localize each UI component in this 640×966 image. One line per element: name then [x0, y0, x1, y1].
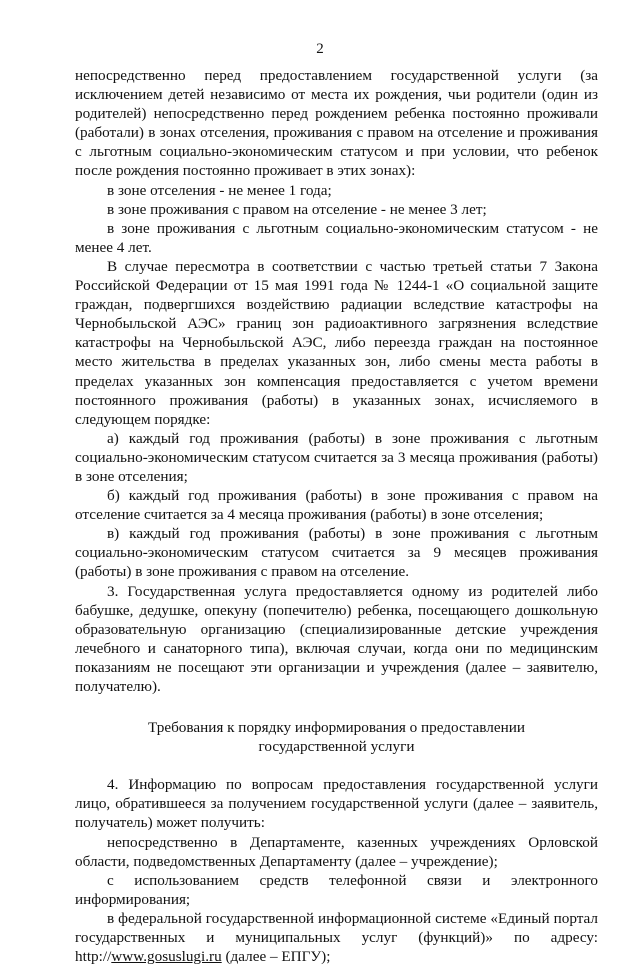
body-paragraph: непосредственно в Департаменте, казенных учреждениях Орловской области, подведомственных Департаменту (далее – учреждение); [75, 833, 598, 870]
body-paragraph: в зоне проживания с правом на отселение - не менее 3 лет; [107, 200, 487, 218]
gosuslugi-link[interactable]: www.gosuslugi.ru [111, 948, 222, 966]
body-paragraph: в зоне проживания с льготным социально-экономическим статусом - не менее 4 лет. [75, 219, 598, 256]
body-paragraph: 3. Государственная услуга предоставляется одному из родителей либо бабушке, дедушке, опекуну (попечителю) ребенка, посещающего дошкольную образовательную организацию (специализированные детские учреждения лечебного и санаторного типа), включая случаи, когда они по медицинским показаниям не посещают эти организации и учреждения (далее – заявителю, получателю). [75, 582, 598, 695]
body-paragraph: а) каждый год проживания (работы) в зоне проживания с льготным социально-экономическим статусом считается за 3 месяца проживания (работы) в зоне отселения; [75, 429, 598, 485]
page-number: 2 [316, 41, 324, 57]
last-paragraph-suffix: (далее – ЕПГУ); [221, 948, 331, 966]
last-paragraph-prefix: в федеральной государственной информационной системе «Единый портал государственных и муниципальных услуг (функций)» по адресу: http:// [75, 909, 598, 966]
body-paragraph: 4. Информацию по вопросам предоставления государственной услуги лицо, обратившееся за получением государственной услуги (далее – заявитель, получатель) может получить: [75, 776, 598, 832]
section-heading: Требования к порядку информирования о предоставлении государственной услуги [148, 719, 525, 756]
body-paragraph: б) каждый год проживания (работы) в зоне проживания с правом на отселение считается за 4 месяца проживания (работы) в зоне отселения; [75, 487, 598, 524]
body-paragraph: в) каждый год проживания (работы) в зоне проживания с льготным социально-экономическим статусом считается за 9 месяцев проживания (работы) в зоне проживания с правом на отселение. [75, 525, 598, 581]
body-paragraph: непосредственно перед предоставлением государственной услуги (за исключением детей независимо от места их рождения, чьи родители (один из родителей) непосредственно перед рождением ребенка постоянно проживали (работали) в зонах отселения, проживания с правом на отселение и проживания с льготным социально-экономическим статусом и при условии, что ребенок после рождения постоянно проживает в этих зонах): [75, 67, 598, 180]
paragraphs-before-heading [75, 66, 598, 696]
paragraphs-after-heading [75, 775, 598, 909]
body-paragraph: с использованием средств телефонной связи и электронного информирования; [75, 871, 598, 908]
last-paragraph [75, 909, 598, 966]
body-paragraph: В случае пересмотра в соответствии с частью третьей статьи 7 Закона Российской Федерации от 15 мая 1991 года № 1244-1 «О социальной защите граждан, подвергшихся воздействию радиации вследствие катастрофы на Чернобыльской АЭС» границ зон радиоактивного загрязнения вследствие катастрофы на Чернобыльской АЭС, либо переезда граждан на постоянное место жительства в пределах указанных зон, либо смены места работы в пределах указанных зон компенсация предоставляется с учетом времени постоянного проживания (работы) в указанных зонах, исчисляемого в следующем порядке: [75, 257, 598, 428]
body-paragraph: в зоне отселения - не менее 1 года; [107, 181, 332, 199]
document-body [75, 66, 598, 966]
